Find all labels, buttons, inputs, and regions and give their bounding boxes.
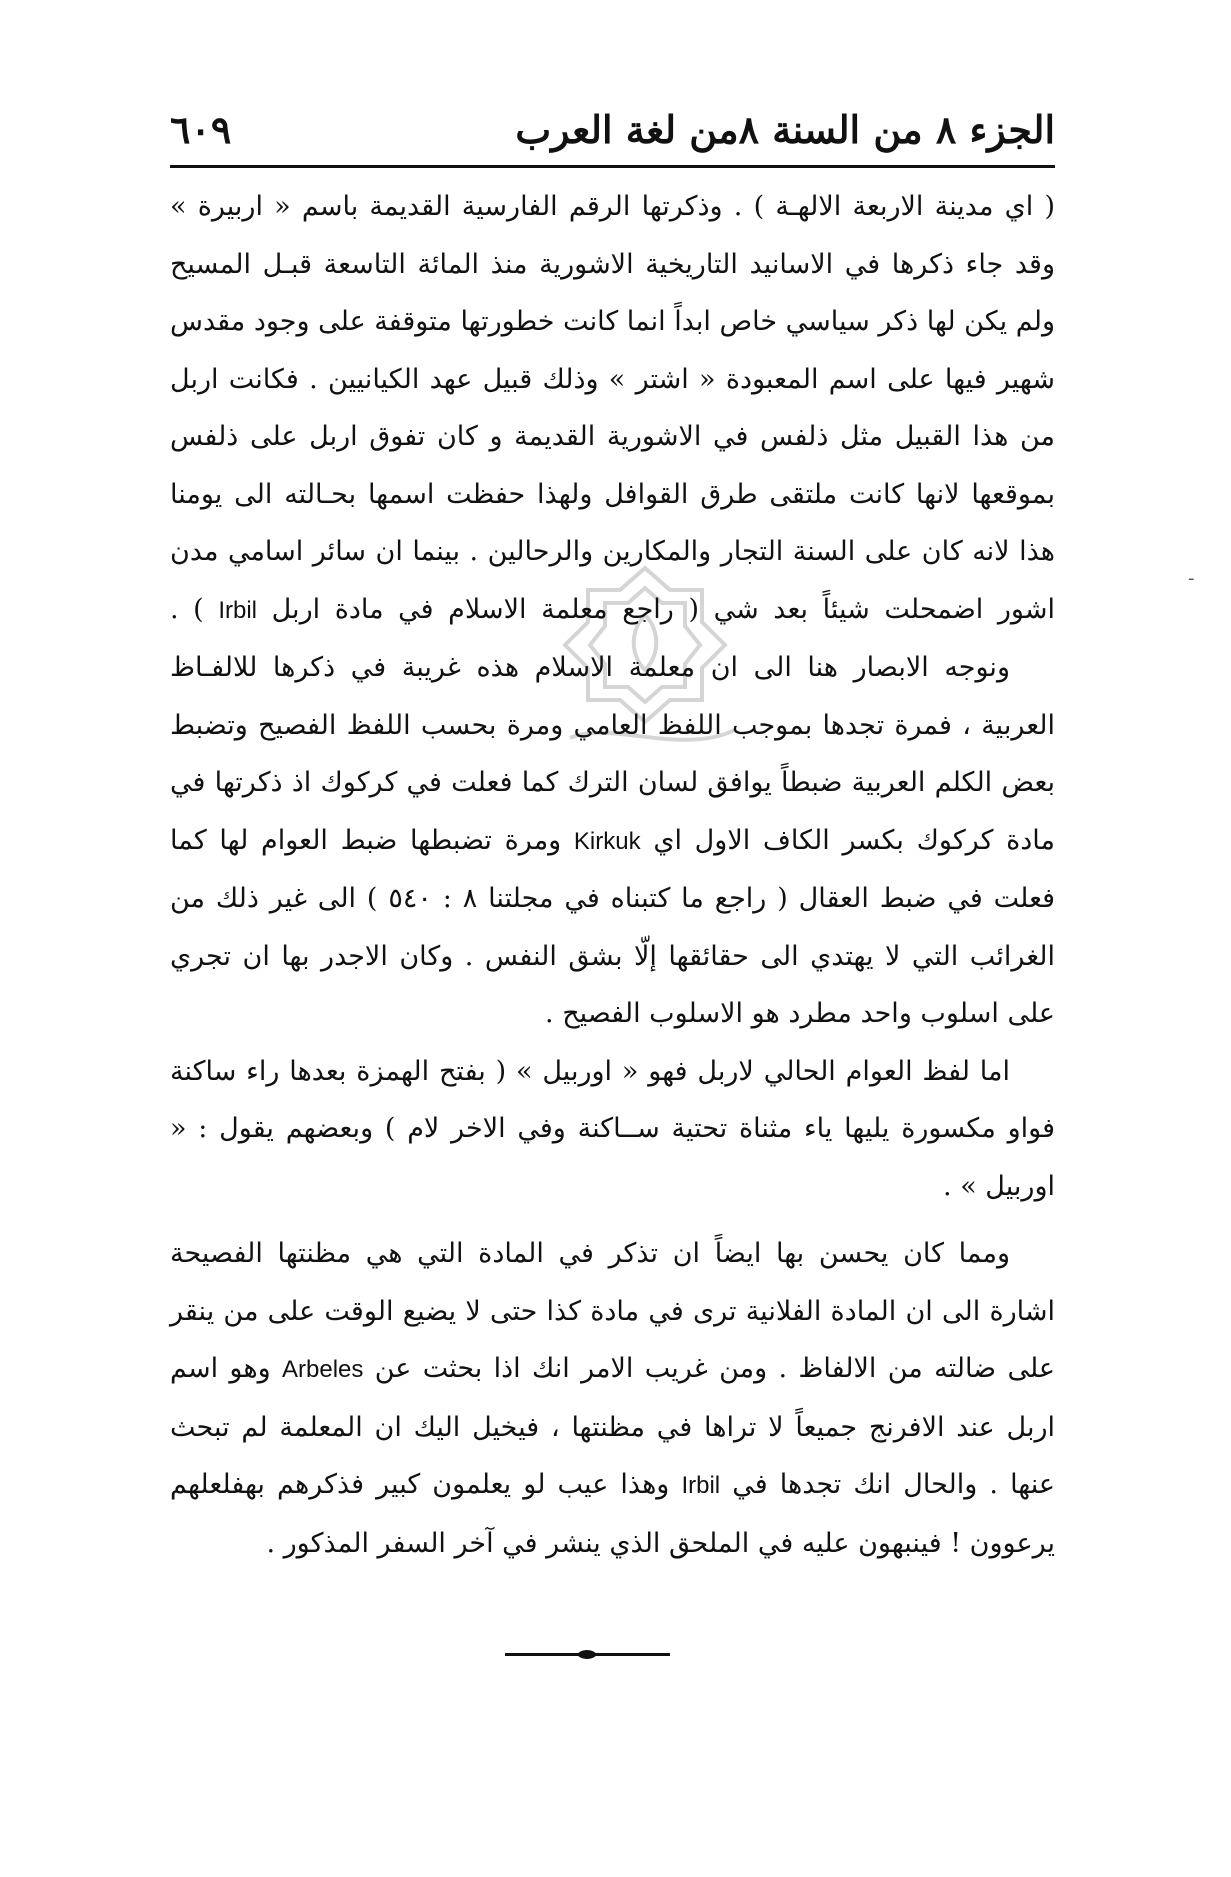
latin-term: Kirkuk: [573, 827, 641, 855]
page-header: [170, 100, 1055, 160]
article-body: [170, 178, 1055, 1572]
margin-mark: -: [1188, 568, 1195, 589]
text-run: ونوجه الابصار هنا الى ان معلمة الاسلام هذه غريبة في ذكرها للالفـاظ العربية ، فمرة تجدها بموجب اللفظ العامي ومرة بحسب اللفظ الفصيح وتضبط بعض الكلم العربية ضبطاً يوافق لسان الترك كما فعلت في كركوك اذ ذكرتها في مادة كركوك بكسر الكاف الاول اي: [170, 652, 1055, 856]
closing-ornament-rule: [505, 1653, 670, 1656]
text-run: وهذا عيب لو يعلمون كبير فذكرهم بهفلعلهم يرعوون ! فينبهون عليه في الملحق الذي ينشر في آخر السفر المذكور .: [170, 1469, 1055, 1559]
text-run: ) .: [170, 593, 219, 625]
latin-term: Irbil: [218, 596, 257, 624]
paragraph-1: [170, 178, 1055, 639]
paragraph-3: [170, 1043, 1055, 1216]
paragraph-4: [170, 1225, 1055, 1572]
paragraph-2: [170, 639, 1055, 1043]
text-run: اما لفظ العوام الحالي لاربل فهو « اوربيل » ( بفتح الهمزة بعدها راء ساكنة فواو مكسورة يليها ياء مثناة تحتية ســاكنة وفي الاخر لام ) وبعضهم يقول : « اوربيل » .: [170, 1055, 1055, 1202]
text-run: وهو اسم اربل عند الافرنج جميعاً لا تراها في مظنتها ، فيخيل اليك ان المعلمة لم تبحث عنها . والحال انك تجدها في: [170, 1353, 1056, 1500]
latin-term: Arbeles: [282, 1356, 364, 1383]
running-title: الجزء ٨ من السنة ٨من لغة العرب: [515, 107, 1055, 152]
page-number: ٦٠٩: [170, 107, 232, 152]
text-run: ومرة تضبطها ضبط العوام لها كما فعلت في ضبط العقال ( راجع ما كتبناه في مجلتنا ٨ : ٥٤٠ ) الى غير ذلك من الغرائب التي لا يهتدي الى حقائقها إلّا بشق النفس . وكان الاجدر بها ان تجري على اسلوب واحد مطرد هو الاسلوب الفصيح .: [170, 824, 1055, 1029]
text-run: ومما كان يحسن بها ايضاً ان تذكر في المادة التي هي مظنتها الفصيحة اشارة الى ان المادة الفلانية ترى في مادة كذا حتى لا يضيع الوقت على من ينقر على ضالته من الالفاظ . ومن غريب الامر انك اذا بحثت عن: [170, 1238, 1056, 1384]
text-run: ( اي مدينة الاربعة الالهـة ) . وذكرتها الرقم الفارسية القديمة باسم « اربيرة » وقد جاء ذكرها في الاسانيد التاريخية الاشورية منذ المائة التاسعة قبـل المسيح ولم يكن لها ذكر سياسي خاص ابداً انما كانت خطورتها متوقفة على وجود مقدس شهير فيها على اسم المعبودة « اشتر » وذلك قبيل عهد الكيانيين . فكانت اربل من هذا القبيل مثل ذلفس في الاشورية القديمة و كان تفوق اربل على ذلفس بموقعها لانها كانت ملتقى طرق القوافل ولهذا حفظت اسمها بحـالته الى يومنا هذا لانه كان على السنة التجار والمكارين والرحالين . بينما ان سائر اسامي مدن اشور اضمحلت شيئاً بعد شي ( راجع معلمة الاسلام في مادة اربل: [170, 191, 1055, 625]
latin-term: Irbil: [681, 1472, 721, 1499]
header-rule: [170, 165, 1055, 168]
